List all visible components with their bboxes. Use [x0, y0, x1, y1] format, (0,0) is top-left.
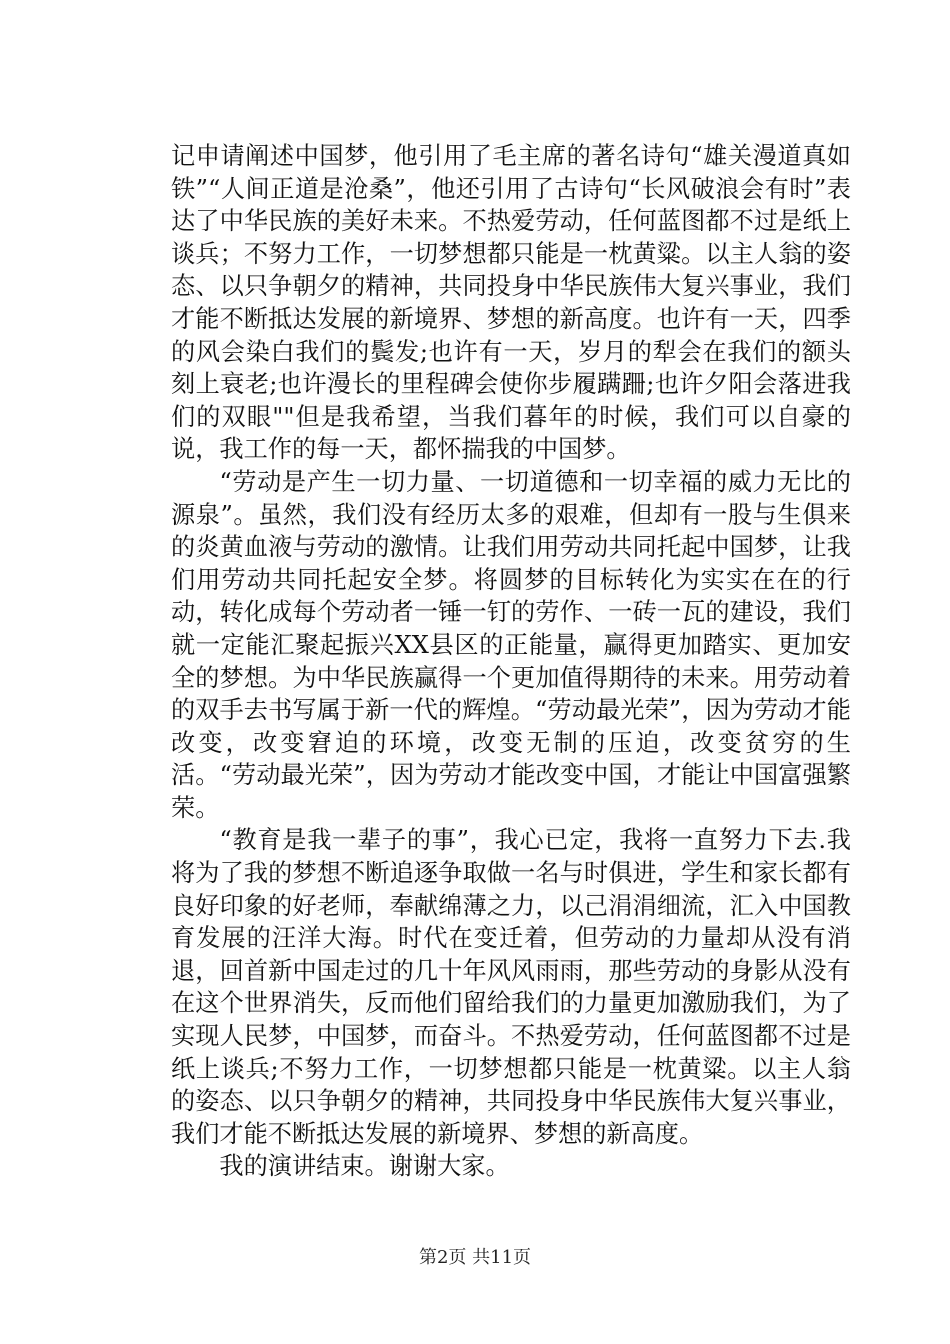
- paragraph-closing: 我的演讲结束。谢谢大家。: [219, 1152, 510, 1181]
- paragraph-1: 记申请阐述中国梦，他引用了毛主席的著名诗句“雄关漫道真如铁”“人间正道是沧桑”，他还引用了古诗句“长风破浪会有时”表达了中华民族的美好未来。不热爱劳动，任何蓝图都不过是纸上谈兵；不努力工作，一切梦想都只能是一枕黄粱。以主人翁的姿态、以只争朝夕的精神，共同投身中华民族伟大复兴事业，我们才能不断抵达发展的新境界、梦想的新高度。也许有一天，四季的风会染白我们的鬓发;也许有一天，岁月的犁会在我们的额头刻上衰老;也许漫长的里程碑会使你步履蹒跚;也许夕阳会落进我们的双眼""但是我希望，当我们暮年的时候，我们可以自豪的说，我工作的每一天，都怀揣我的中国梦。: [171, 142, 851, 464]
- document-body: [171, 140, 851, 1183]
- paragraph-3: “教育是我一辈子的事”，我心已定，我将一直努力下去.我将为了我的梦想不断追逐争取做一名与时俱进，学生和家长都有良好印象的好老师，奉献绵薄之力，以己涓涓细流，汇入中国教育发展的汪洋大海。时代在变迁着，但劳动的力量却从没有消退，回首新中国走过的几十年风风雨雨，那些劳动的身影从没有在这个世界消失，反而他们留给我们的力量更加激励我们，为了实现人民梦，中国梦，而奋斗。不热爱劳动，任何蓝图都不过是纸上谈兵;不努力工作，一切梦想都只能是一枕黄粱。以主人翁的姿态、以只争朝夕的精神，共同投身中华民族伟大复兴事业，我们才能不断抵达发展的新境界、梦想的新高度。: [171, 826, 851, 1148]
- paragraph-2: “劳动是产生一切力量、一切道德和一切幸福的威力无比的源泉”。虽然，我们没有经历太多的艰难，但却有一股与生俱来的炎黄血液与劳动的激情。让我们用劳动共同托起中国梦，让我们用劳动共同托起安全梦。将圆梦的目标转化为实实在在的行动，转化成每个劳动者一锤一钉的劳作、一砖一瓦的建设，我们就一定能汇聚起振兴XX县区的正能量，赢得更加踏实、更加安全的梦想。为中华民族赢得一个更加值得期待的未来。用劳动着的双手去书写属于新一代的辉煌。“劳动最光荣”，因为劳动才能改变，改变窘迫的环境，改变无制的压迫，改变贫穷的生活。“劳动最光荣”，因为劳动才能改变中国，才能让中国富强繁荣。: [171, 467, 851, 822]
- page-number-footer: 第2页 共11页: [418, 1247, 532, 1268]
